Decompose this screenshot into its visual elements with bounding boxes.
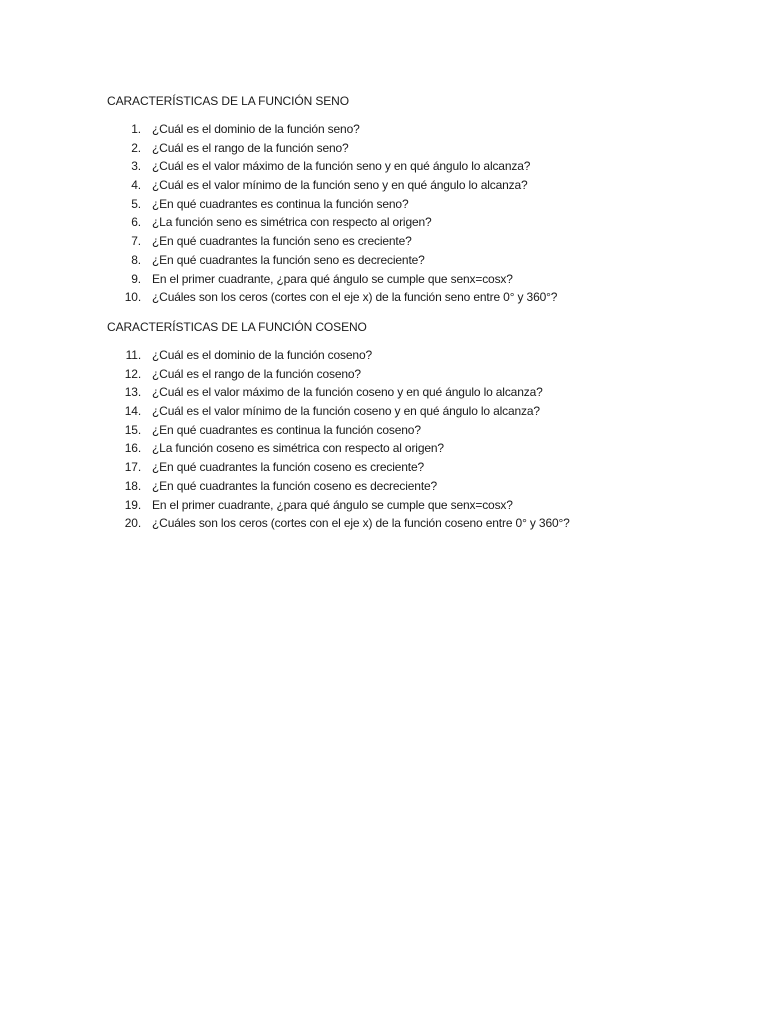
question-text: ¿Cuáles son los ceros (cortes con el eje x) de la función coseno entre 0° y 360°? xyxy=(152,516,570,531)
question-text: ¿Cuál es el dominio de la función coseno? xyxy=(152,348,372,362)
question-text: ¿En qué cuadrantes es continua la función seno? xyxy=(152,196,409,211)
question-number: 18. xyxy=(124,478,141,493)
question-number: 15. xyxy=(124,422,141,437)
question-text: ¿En qué cuadrantes la función seno es decreciente? xyxy=(152,252,425,267)
section-heading-seno: CARACTERÍSTICAS DE LA FUNCIÓN SENO xyxy=(107,94,349,108)
question-text: ¿Cuál es el valor mínimo de la función coseno y en qué ángulo lo alcanza? xyxy=(152,404,540,419)
question-text: ¿Cuáles son los ceros (cortes con el eje x) de la función seno entre 0° y 360°? xyxy=(152,290,558,305)
question-text: ¿En qué cuadrantes la función coseno es creciente? xyxy=(152,460,425,475)
question-number: 11. xyxy=(125,348,141,362)
section-heading-coseno: CARACTERÍSTICAS DE LA FUNCIÓN COSENO xyxy=(107,320,367,334)
question-number: 4. xyxy=(131,178,141,193)
question-text: ¿Cuál es el valor máximo de la función coseno y en qué ángulo lo alcanza? xyxy=(152,385,543,400)
question-number: 3. xyxy=(131,159,141,174)
question-number: 6. xyxy=(131,215,141,230)
question-number: 5. xyxy=(131,196,141,211)
question-text: ¿Cuál es el rango de la función coseno? xyxy=(152,366,361,381)
question-text: ¿En qué cuadrantes la función seno es creciente? xyxy=(152,234,412,249)
question-number: 12. xyxy=(124,366,141,381)
question-number: 19. xyxy=(124,497,141,512)
question-number: 16. xyxy=(124,441,141,456)
question-text: ¿En qué cuadrantes es continua la función coseno? xyxy=(152,422,421,437)
question-text: ¿Cuál es el valor máximo de la función seno y en qué ángulo lo alcanza? xyxy=(152,159,531,174)
question-number: 14. xyxy=(124,404,141,419)
question-number: 9. xyxy=(131,271,141,286)
question-text: En el primer cuadrante, ¿para qué ángulo se cumple que senx=cosx? xyxy=(152,271,513,286)
question-text: ¿Cuál es el dominio de la función seno? xyxy=(152,122,360,136)
question-text: ¿En qué cuadrantes la función coseno es decreciente? xyxy=(152,478,438,493)
question-number: 20. xyxy=(124,516,141,531)
question-text: ¿La función coseno es simétrica con respecto al origen? xyxy=(152,441,444,456)
question-number: 1. xyxy=(131,122,141,136)
question-number: 7. xyxy=(131,234,141,249)
question-text: ¿La función seno es simétrica con respecto al origen? xyxy=(152,215,432,230)
question-number: 8. xyxy=(131,252,141,267)
question-text: ¿Cuál es el rango de la función seno? xyxy=(152,140,349,155)
question-text: En el primer cuadrante, ¿para qué ángulo se cumple que senx=cosx? xyxy=(152,497,513,512)
question-number: 10. xyxy=(124,290,141,305)
question-text: ¿Cuál es el valor mínimo de la función seno y en qué ángulo lo alcanza? xyxy=(152,178,528,193)
question-number: 2. xyxy=(131,140,141,155)
question-number: 17. xyxy=(124,460,141,475)
question-number: 13. xyxy=(124,385,141,400)
